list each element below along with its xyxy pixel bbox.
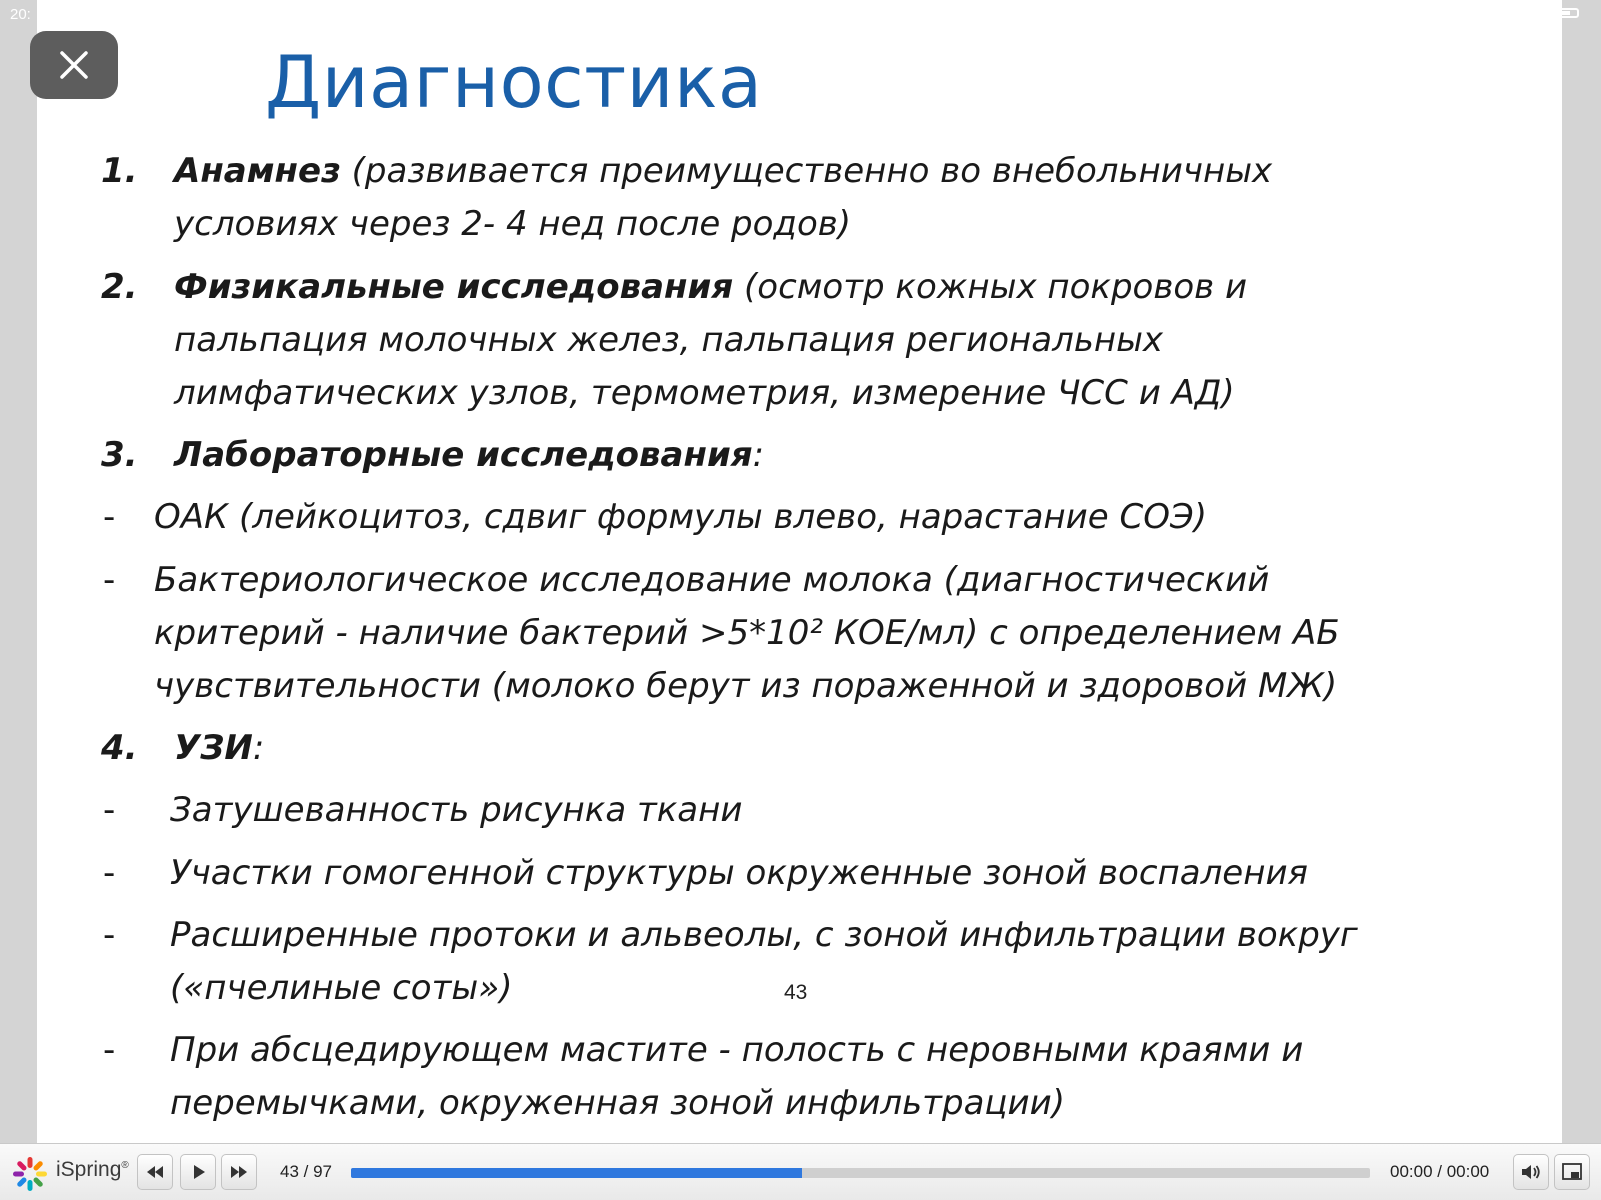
next-slide-button[interactable] (221, 1154, 257, 1190)
dash-marker: - (103, 790, 116, 830)
close-icon (59, 50, 89, 80)
fast-forward-icon (222, 1155, 256, 1189)
list-marker: 3. (101, 435, 138, 475)
list-item-text: Затушеванность рисунка ткани (170, 790, 743, 830)
fullscreen-button[interactable] (1554, 1154, 1590, 1190)
ispring-logo-text: iSpring® (56, 1158, 129, 1181)
slide-counter: 43 / 97 (280, 1162, 332, 1181)
dash-marker: - (103, 1030, 116, 1070)
list-item-heading: Анамнез (174, 151, 341, 191)
list-item-text: : (752, 435, 765, 475)
list-item-text: Бактериологическое исследование молока (диагностический (154, 560, 1270, 600)
list-marker: 1. (101, 151, 138, 191)
list-item-text: («пчелиные соты») (170, 968, 513, 1008)
slide-page-number: 43 (784, 981, 808, 1004)
list-item-text: При абсцедирующем мастите - полость с неровными краями и (170, 1030, 1304, 1070)
slide-title: Диагностика (265, 40, 763, 124)
player-toolbar (0, 1143, 1601, 1200)
list-item-text: пальпация молочных желез, пальпация региональных (174, 320, 1164, 360)
list-item-text: критерий - наличие бактерий >5*10² КОЕ/мл) с определением АБ (154, 613, 1340, 653)
play-button[interactable] (180, 1154, 216, 1190)
close-button[interactable] (30, 31, 118, 99)
slide (37, 0, 1562, 1143)
dash-marker: - (103, 497, 116, 537)
list-item-text: лимфатических узлов, термометрия, измерение ЧСС и АД) (174, 373, 1235, 413)
seek-bar-fill (351, 1168, 802, 1178)
previous-slide-button[interactable] (137, 1154, 173, 1190)
list-item-heading: Лабораторные исследования (174, 435, 753, 475)
list-item-text: (развивается преимущественно во внебольничных (340, 151, 1273, 191)
rewind-icon (138, 1155, 172, 1189)
list-item-text: ОАК (лейкоцитоз, сдвиг формулы влево, нарастание СОЭ) (154, 497, 1207, 537)
dash-marker: - (103, 853, 116, 893)
list-item-text: Расширенные протоки и альвеолы, с зоной инфильтрации вокруг (170, 915, 1358, 955)
time-display: 00:00 / 00:00 (1390, 1162, 1490, 1181)
list-item-text: (осмотр кожных покровов и (733, 267, 1248, 307)
ispring-logo-icon (12, 1156, 48, 1192)
list-item-text: перемычками, окруженная зоной инфильтрации) (170, 1083, 1066, 1123)
list-item-text: Участки гомогенной структуры окруженные зоной воспаления (170, 853, 1309, 893)
list-item-heading: УЗИ (174, 728, 253, 768)
seek-bar[interactable] (351, 1168, 1370, 1178)
status-time: 20: (10, 6, 31, 23)
list-item-text: условиях через 2- 4 нед после родов) (174, 204, 852, 244)
list-item-text: чувствительности (молоко берут из пораженной и здоровой МЖ) (154, 666, 1338, 706)
play-icon (181, 1155, 215, 1189)
fullscreen-icon (1555, 1155, 1589, 1189)
dash-marker: - (103, 915, 116, 955)
list-item-heading: Физикальные исследования (174, 267, 734, 307)
volume-icon (1514, 1155, 1548, 1189)
list-item-text: : (252, 728, 265, 768)
slide-content (37, 0, 1562, 1143)
list-marker: 2. (101, 267, 138, 307)
dash-marker: - (103, 560, 116, 600)
volume-button[interactable] (1513, 1154, 1549, 1190)
list-marker: 4. (101, 728, 138, 768)
battery-icon (1559, 8, 1579, 18)
